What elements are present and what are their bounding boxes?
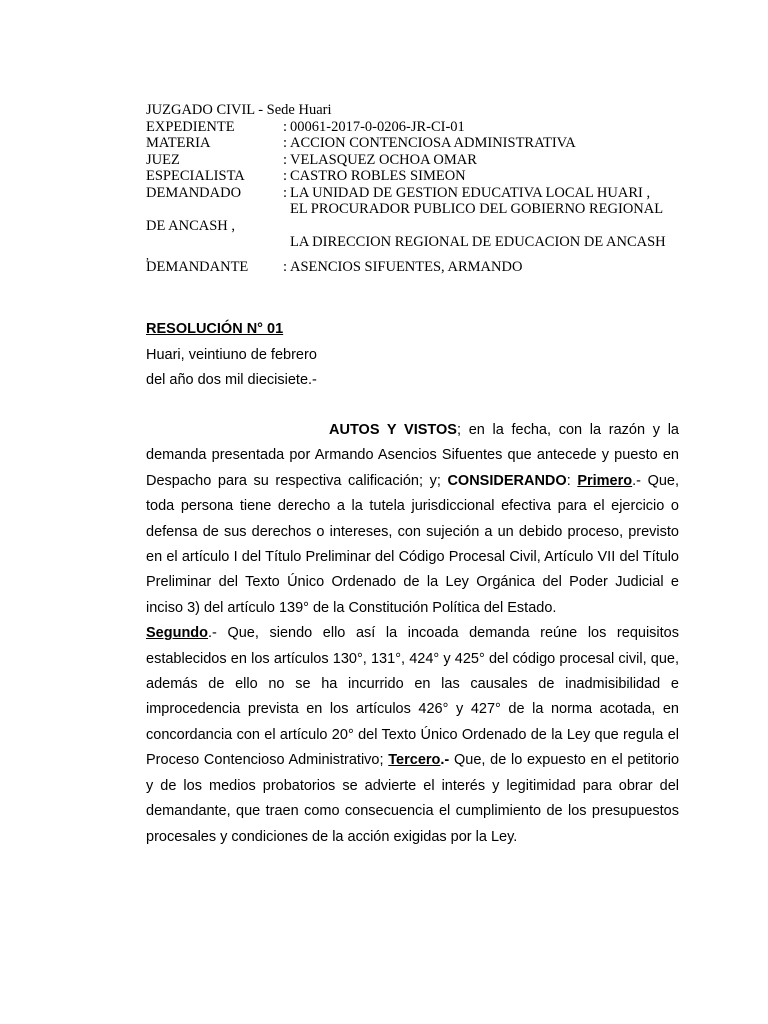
header-label: EXPEDIENTE [146,118,235,135]
demandado-continuation [146,247,706,262]
header-colon: : [283,151,288,168]
header-value: CASTRO ROBLES SIMEON [290,168,466,184]
tercero-label: Tercero [388,752,441,769]
considerando-after: : [566,472,578,489]
primero-label: Primero [577,472,633,489]
header-value: LA UNIDAD DE GESTION EDUCATIVA LOCAL HUARI , [290,184,651,201]
header-value: ASENCIOS SIFUENTES, ARMANDO [290,258,523,275]
header-colon: : [283,258,288,275]
header-colon: : [283,168,288,184]
header-row-demandante [146,259,706,276]
header-row-juez [146,152,706,169]
demandado-cont-text: DE ANCASH , [146,217,236,234]
court-line [146,102,706,119]
header-label: ESPECIALISTA [146,168,245,184]
resolution-date-line-2: del año dos mil diecisiete.- [146,372,317,388]
header-label: DEMANDADO [146,184,242,201]
header-colon: : [283,135,288,151]
segundo-text: .- Que, siendo ello así la incoada demanda reúne los requisitos establecidos en los artículos 130°, 131°, 424° y 425° del código procesal civil, que, además de ello no se ha incurrido en las causales de inadmisibilidad e improcedencia prevista en los artículos 426° y 427° de la norma acotada, en concordancia con el artículo 20° del Texto Único Ordenado de la Ley que regula el Proceso Contencioso Administrativo; [146,625,679,769]
demandado-continuation [146,234,706,251]
header-value: VELASQUEZ OCHOA OMAR [290,151,477,168]
segundo-label: Segundo [146,625,209,642]
resolution-title: RESOLUCIÓN N° 01 [146,321,284,337]
header-value: 00061-2017-0-0206-JR-CI-01 [290,118,465,135]
demandado-cont-text: EL PROCURADOR PUBLICO DEL GOBIERNO REGIONAL [290,201,664,217]
demandado-cont-text: LA DIRECCION REGIONAL DE EDUCACION DE ANCASH [290,234,666,250]
header-label: MATERIA [146,135,211,151]
tercero-dash: .- [440,752,450,769]
court-name: JUZGADO CIVIL - Sede Huari [146,102,332,118]
resolution-body [146,418,679,850]
autos-text: ; en la fecha, con la razón y la demanda presentada por Armando Asencios Sifuentes que antecede y puesto en Despacho para su respectiva calificación; y; [146,422,679,489]
header-row-especialista [146,168,706,185]
primero-text: .- Que, toda persona tiene derecho a la tutela jurisdiccional efectiva para el ejercicio o defensa de sus derechos o intereses, con sujeción a un debido proceso, previsto en el artículo I del Título Preliminar del Código Procesal Civil, Artículo VII del Título Preliminar del Texto Único Ordenado de la Ley Orgánica del Poder Judicial e inciso 3) del artículo 139° de la Constitución Política del Estado. [146,472,680,616]
header-label: DEMANDANTE [146,258,249,275]
header-colon: : [283,184,288,201]
case-header [146,102,706,275]
considerando-label: CONSIDERANDO [447,472,567,489]
header-colon: : [283,118,288,135]
header-row-materia [146,135,706,152]
resolution-date-line-1: Huari, veintiuno de febrero [146,347,317,363]
header-label: JUEZ [146,151,180,168]
header-value: ACCION CONTENCIOSA ADMINISTRATIVA [290,135,576,151]
tercero-text: Que, de lo expuesto en el petitorio y de los medios probatorios se advierte el interés y legitimidad para obrar del demandante, que traen como consecuencia el cumplimiento de los presupuestos procesales y condiciones de la acción exigidas por la Ley. [146,752,680,845]
header-row-demandado [146,185,706,202]
autos-label: AUTOS Y VISTOS [329,422,457,438]
demandado-cont-text: , [146,247,149,262]
header-row-expediente [146,119,706,136]
demandado-continuation [146,218,706,235]
demandado-continuation [146,201,706,218]
